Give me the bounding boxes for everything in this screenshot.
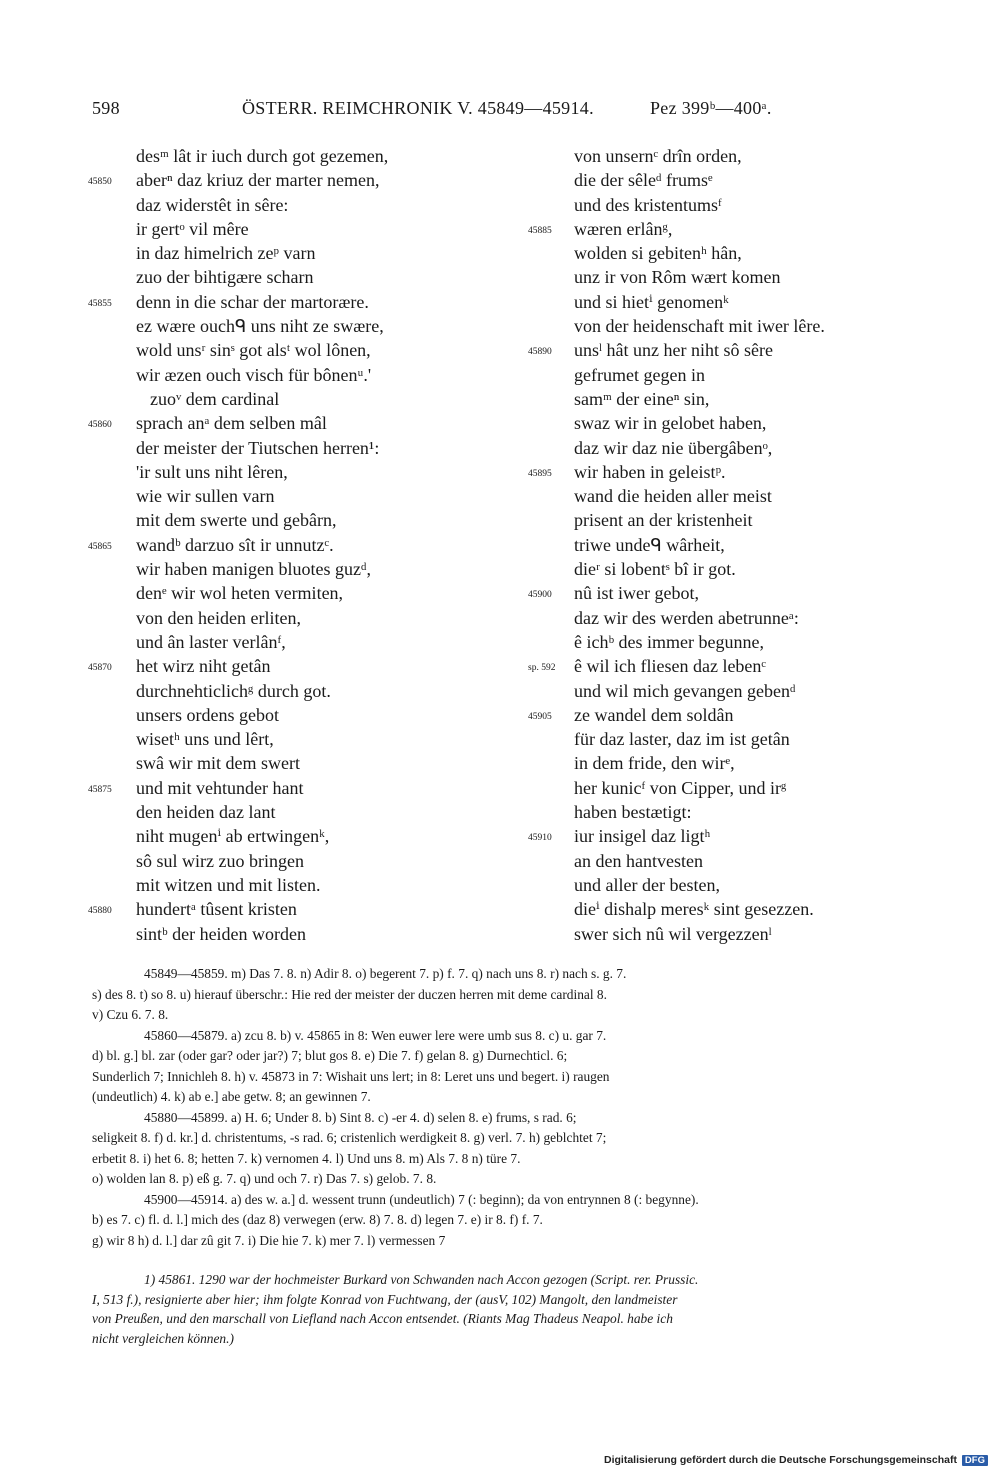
verse-line: [528, 533, 948, 557]
verse-line: [88, 581, 528, 605]
verse-line: [528, 363, 948, 387]
verse-number: 45865: [88, 541, 112, 552]
verse-text: sintᵇ der heiden worden: [136, 923, 307, 944]
verse-text: samᵐ der eineⁿ sin,: [574, 388, 710, 409]
verse-text: desᵐ lât ir iuch durch got gezemen,: [136, 146, 389, 166]
verse-text: zuoᵛ dem cardinal: [150, 388, 280, 409]
verse-line: [88, 703, 528, 727]
apparatus-line: d) bl. g.] bl. zar (oder gar? oder jar?) 7; blut gos 8. e) Die 7. f) gelan 8. g) Durnechticl. 6;: [92, 1048, 568, 1063]
verse-text: 'ir sult uns niht lêren,: [136, 461, 288, 482]
verse-number: sp. 592: [528, 663, 556, 674]
footnote-line: nicht vergleichen können.): [92, 1330, 234, 1346]
verse-line: [88, 776, 528, 800]
verse-column-left: [88, 144, 528, 946]
verse-text: nû ist iwer gebot,: [574, 583, 699, 604]
verse-column-right: [528, 144, 948, 946]
verse-line: [528, 630, 948, 654]
verse-line: [88, 751, 528, 775]
verse-line: [528, 679, 948, 703]
apparatus-line: 45880—45899. a) H. 6; Under 8. b) Sint 8. c) -er 4. d) selen 8. e) frums, s rad. 6;: [144, 1109, 577, 1125]
verse-text: wold unsʳ sinˢ got alsᵗ wol lônen,: [136, 340, 371, 361]
verse-number: 45850: [88, 177, 112, 188]
verse-text: het wirz niht getân: [136, 656, 271, 677]
verse-line: [528, 508, 948, 532]
verse-line: [528, 727, 948, 751]
verse-text: wisetʰ uns und lêrt,: [136, 729, 274, 750]
verse-text: sprach anᵃ dem selben mâl: [136, 413, 327, 434]
apparatus-line: (undeutlich) 4. k) ab e.] abe getw. 8; an gewinnen 7.: [92, 1089, 371, 1104]
verse-line: [88, 314, 528, 338]
verse-line: [88, 193, 528, 217]
verse-text: ê ichᵇ des immer begunne,: [574, 631, 765, 652]
verse-line: [528, 387, 948, 411]
verse-number: 45895: [528, 468, 552, 479]
verse-line: [528, 436, 948, 460]
verse-text: dieⁱ dishalp meresᵏ sint gesezzen.: [574, 899, 814, 920]
verse-line: [88, 557, 528, 581]
verse-text: wand die heiden aller meist: [574, 486, 772, 507]
verse-line: [88, 168, 528, 192]
verse-text: dieʳ si lobentˢ bî ir got.: [574, 559, 736, 580]
verse-line: [88, 849, 528, 873]
verse-text: wir haben manigen bluotes guzᵈ,: [136, 559, 372, 580]
verse-line: [528, 314, 948, 338]
verse-text: gefrumet gegen in: [574, 364, 705, 385]
verse-text: ez wære ouchᑫ uns niht ze swære,: [136, 316, 384, 337]
verse-text: durchnehticlichᵍ durch got.: [136, 680, 331, 701]
verse-text: ze wandel dem soldân: [574, 704, 734, 725]
verse-line: [528, 751, 948, 775]
verse-line: [528, 144, 948, 168]
apparatus-line: 45860—45879. a) zcu 8. b) v. 45865 in 8: Wen euwer lere were umb sus 8. c) u. gar 7.: [144, 1027, 607, 1043]
verse-text: wir haben in geleistᵖ.: [574, 461, 726, 482]
verse-line: [528, 776, 948, 800]
verse-text: wir æzen ouch visch für bônenᵘ.': [136, 364, 372, 385]
apparatus-line: erbetit 8. i) het 6. 8; hetten 7. k) vernomen 4. l) Und uns 8. m) Als 7. 8 n) türe 7.: [92, 1150, 521, 1166]
verse-number: 45870: [88, 663, 112, 674]
verse-line: [528, 800, 948, 824]
verse-text: und si hietⁱ genomenᵏ: [574, 291, 729, 312]
apparatus-line: s) des 8. t) so 8. u) hierauf überschr.: Hie red der meister der duczen herren mit deme cardinal 8.: [92, 986, 607, 1002]
verse-text: und mit vehtunder hant: [136, 777, 304, 798]
verse-text: daz wir des werden abetrunneᵃ:: [574, 607, 799, 628]
verse-number: 45900: [528, 590, 552, 601]
dfg-funding-banner: [604, 1454, 984, 1470]
verse-line: [88, 241, 528, 265]
verse-line: [88, 606, 528, 630]
verse-line: [88, 800, 528, 824]
dfg-banner-text: Digitalisierung gefördert durch die Deutsche Forschungsgemeinschaft: [604, 1454, 957, 1466]
verse-line: [88, 630, 528, 654]
verse-text: an den hantvesten: [574, 850, 703, 871]
verse-number: 45855: [88, 298, 112, 309]
verse-line: [88, 338, 528, 362]
footnote-line: von Preußen, und den marschall von Liefland nach Accon entsendet. (Riants Mag Thadeus Neapol. habe ich: [92, 1311, 673, 1326]
verse-text: den heiden daz lant: [136, 802, 276, 823]
apparatus-line: Sunderlich 7; Innichleh 8. h) v. 45873 in 7: Wishait uns lert; in 8: Leret uns und begert. i) raugen: [92, 1068, 610, 1084]
verse-line: [88, 508, 528, 532]
verse-number: 45875: [88, 784, 112, 795]
verse-text: wandᵇ darzuo sît ir unnutzᶜ.: [136, 534, 334, 555]
footnote: [92, 1270, 948, 1348]
verse-line: [88, 144, 528, 168]
verse-text: haben bestætigt:: [574, 802, 692, 823]
verse-line: [88, 897, 528, 921]
verse-text: triwe undeᑫ wârheit,: [574, 534, 725, 555]
verse-text: für daz laster, daz im ist getân: [574, 729, 790, 750]
verse-line: [528, 265, 948, 289]
pez-reference: Pez 399ᵇ—400ᵃ.: [650, 98, 772, 118]
verse-text: her kunicᶠ von Cipper, und irᵍ: [574, 777, 787, 798]
verse-text: ê wil ich fliesen daz lebenᶜ: [574, 656, 767, 677]
verse-text: und des kristentumsᶠ: [574, 194, 722, 215]
verse-line: [528, 241, 948, 265]
verse-number: 45905: [528, 711, 552, 722]
page-number: 598: [92, 98, 120, 118]
verse-line: [528, 193, 948, 217]
verse-text: unsˡ hât unz her niht sô sêre: [574, 340, 773, 361]
verse-text: und ân laster verlânᶠ,: [136, 631, 286, 652]
verse-number: 45890: [528, 347, 552, 358]
verse-text: denᵉ wir wol heten vermiten,: [136, 583, 344, 604]
verse-number: 45885: [528, 225, 552, 236]
verse-text: wæren erlânᵍ,: [574, 218, 673, 239]
verse-line: [88, 679, 528, 703]
verse-text: denn in die schar der martorære.: [136, 291, 369, 312]
apparatus-line: 45900—45914. a) des w. a.] d. wessent trunn (undeutlich) 7 (: beginn); da von entrynnen 8 (: begynne).: [144, 1191, 699, 1207]
verse-line: [528, 460, 948, 484]
apparatus-line: seligkeit 8. f) d. kr.] d. christentums, -s rad. 6; cristenlich werdigkeit 8. g) verl. 7. h) geblchtet 7;: [92, 1130, 607, 1145]
verse-line: [528, 654, 948, 678]
verse-text: ir gertᵒ vil mêre: [136, 218, 249, 239]
verse-text: und wil mich gevangen gebenᵈ: [574, 680, 796, 701]
verse-text: daz wir daz nie übergâbenᵒ,: [574, 437, 773, 458]
verse-text: prisent an der kristenheit: [574, 510, 753, 531]
verse-line: [88, 290, 528, 314]
critical-apparatus: [92, 964, 948, 1251]
verse-text: iur insigel daz ligtʰ: [574, 826, 711, 847]
verse-line: [528, 484, 948, 508]
dfg-logo: DFG: [962, 1455, 988, 1466]
verse-number: 45910: [528, 833, 552, 844]
verse-line: [88, 411, 528, 435]
verse-text: in dem fride, den wirᵉ,: [574, 753, 735, 774]
apparatus-line: v) Czu 6. 7. 8.: [92, 1007, 169, 1022]
footnote-line: I, 513 f.), resignierte aber hier; ihm folgte Konrad von Fuchtwang, der (ausV, 102) Mangolt, den landmeister: [92, 1291, 678, 1307]
verse-line: [88, 436, 528, 460]
verse-text: hundertᵃ tûsent kristen: [136, 899, 297, 920]
verse-text: von den heiden erliten,: [136, 607, 301, 628]
verse-line: [88, 265, 528, 289]
verse-text: in daz himelrich zeᵖ varn: [136, 243, 316, 264]
verse-text: swâ wir mit dem swert: [136, 753, 300, 774]
verse-line: [88, 922, 528, 946]
verse-number: 45860: [88, 420, 112, 431]
verse-text: daz widerstêt in sêre:: [136, 194, 289, 215]
apparatus-line: o) wolden lan 8. p) eß g. 7. q) und och 7. r) Das 7. s) gelob. 7. 8.: [92, 1171, 437, 1186]
verse-line: [88, 460, 528, 484]
verse-line: [528, 168, 948, 192]
verse-line: [528, 922, 948, 946]
apparatus-line: g) wir 8 h) d. l.] dar zû git 7. i) Die hie 7. k) mer 7. l) vermessen 7: [92, 1232, 446, 1248]
apparatus-line: 45849—45859. m) Das 7. 8. n) Adir 8. o) begerent 7. p) f. 7. q) nach uns 8. r) nach s. g. 7.: [144, 966, 627, 981]
verse-text: aberⁿ daz kriuz der marter nemen,: [136, 170, 380, 191]
verse-line: [528, 849, 948, 873]
verse-line: [88, 484, 528, 508]
verse-line: [88, 873, 528, 897]
verse-text: sô sul wirz zuo bringen: [136, 850, 304, 871]
verse-line: [88, 727, 528, 751]
verse-line: [88, 824, 528, 848]
verse-line: [88, 363, 528, 387]
verse-line: [528, 411, 948, 435]
verse-line: [528, 703, 948, 727]
verse-line: [528, 557, 948, 581]
verse-text: von unsernᶜ drîn orden,: [574, 146, 742, 166]
verse-line: [528, 217, 948, 241]
verse-line: [528, 338, 948, 362]
footnote-line: 1) 45861. 1290 war der hochmeister Burkard von Schwanden nach Accon gezogen (Script. rer. Prussic.: [144, 1272, 699, 1287]
verse-text: wie wir sullen varn: [136, 486, 275, 507]
verse-text: von der heidenschaft mit iwer lêre.: [574, 316, 825, 337]
verse-text: swer sich nû wil vergezzenˡ: [574, 923, 772, 944]
verse-text: swaz wir in gelobet haben,: [574, 413, 767, 434]
verse-line: [528, 824, 948, 848]
running-title: ÖSTERR. REIMCHRONIK V. 45849—45914.: [242, 98, 594, 118]
verse-line: [528, 897, 948, 921]
apparatus-line: b) es 7. c) fl. d. l.] mich des (daz 8) verwegen (erw. 8) 7. 8. d) legen 7. e) ir 8. f) f. 7.: [92, 1212, 543, 1227]
verse-text: und aller der besten,: [574, 874, 720, 895]
verse-text: wolden si gebitenʰ hân,: [574, 243, 742, 264]
verse-text: die der sêleᵈ frumsᵉ: [574, 170, 713, 191]
page-header: [92, 98, 932, 124]
verse-line: [528, 290, 948, 314]
verse-line: [88, 533, 528, 557]
verse-line: [528, 606, 948, 630]
verse-number: 45880: [88, 906, 112, 917]
verse-text: mit dem swerte und gebârn,: [136, 510, 337, 531]
verse-text: niht mugenⁱ ab ertwingenᵏ,: [136, 826, 330, 847]
verse-line: [528, 581, 948, 605]
verse-text: mit witzen und mit listen.: [136, 874, 321, 895]
verse-text: unsers ordens gebot: [136, 704, 279, 725]
verse-line: [528, 873, 948, 897]
verse-line: [88, 387, 528, 411]
verse-line: [88, 654, 528, 678]
verse-line: [88, 217, 528, 241]
verse-text: der meister der Tiutschen herren¹:: [136, 437, 380, 458]
verse-text: zuo der bihtigære scharn: [136, 267, 314, 288]
verse-text: unz ir von Rôm wært komen: [574, 267, 781, 288]
